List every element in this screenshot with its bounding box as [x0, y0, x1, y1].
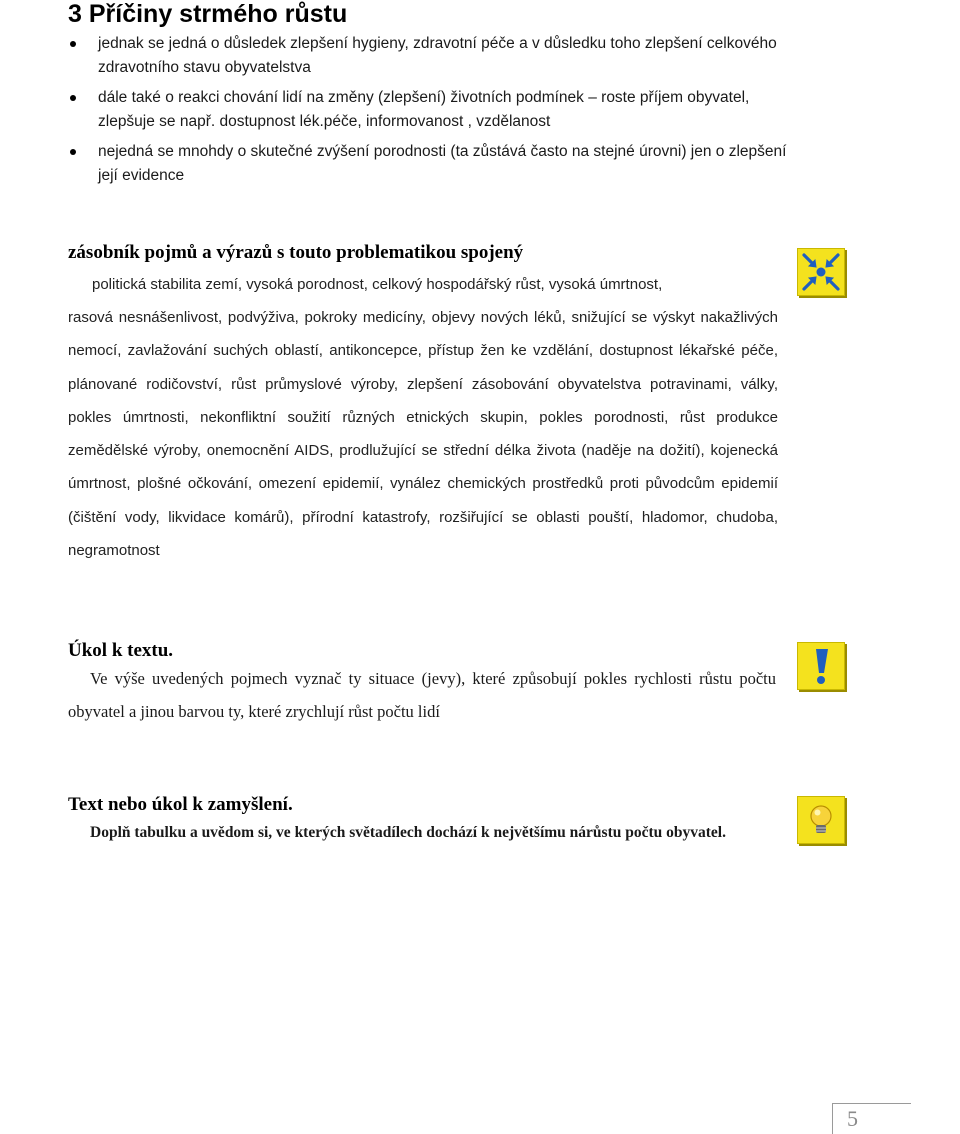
- glossary-text-rest: rasová nesnášenlivost, podvýživa, pokroky medicíny, objevy nových léků, snižující se výskyt nakažlivých nemocí, zavlažování suchých oblastí, antikoncepce, přístup žen ke vzdělání, dostupnost lékařské péče, plánované rodičovství, růst průmyslové výroby, zlepšení zásobování obyvatelstva potravinami, války, pokles úmrtnosti, nekonfliktní soužití různých etnických skupin, pokles porodnosti, růst produkce zemědělské výroby, onemocnění AIDS, prodlužující se střední délka života (naděje na dožití), kojenecká úmrtnost, plošné očkování, omezení epidemií, vynález chemických prostředků proti původcům epidemií (čištění vody, likvidace komárů), přírodní katastrofy, rozšiřující se oblasti pouští, hladomor, chudoba, negramotnost: [68, 309, 778, 560]
- reflection-text: Doplň tabulku a uvědom si, ve kterých světadílech dochází k největšímu nárůstu počtu obyvatel.: [90, 824, 726, 841]
- glossary-text-first: politická stabilita zemí, vysoká porodnost, celkový hospodářský růst, vysoká úmrtnost,: [92, 276, 663, 293]
- section-heading: 3 Příčiny strmého růstu: [68, 0, 348, 28]
- bullet-item: dále také o reakci chování lidí na změny (zlepšení) životních podmínek – roste příjem obyvatel, zlepšuje se např. dostupnost lék.péče, informovanost , vzdělanost: [68, 86, 788, 134]
- bullet-item: nejedná se mnohdy o skutečné zvýšení porodnosti (ta zůstává často na stejné úrovni) jen o zlepšení její evidence: [68, 140, 788, 188]
- arrows-to-center-icon: [797, 248, 845, 296]
- bullet-dot-icon: [70, 41, 76, 47]
- task-title: Úkol k textu.: [68, 640, 174, 661]
- exclamation-icon: [797, 642, 845, 690]
- bullet-list: [68, 32, 788, 194]
- bullet-dot-icon: [70, 149, 76, 155]
- reflection-title: Text nebo úkol k zamyšlení.: [68, 794, 293, 815]
- page-number-box: [832, 1103, 911, 1134]
- bullet-item: jednak se jedná o důsledek zlepšení hygieny, zdravotní péče a v důsledku toho zlepšení celkového zdravotního stavu obyvatelstva: [68, 32, 788, 80]
- glossary-title: zásobník pojmů a výrazů s touto problematikou spojený: [68, 242, 524, 263]
- task-text: Ve výše uvedených pojmech vyznač ty situace (jevy), které způsobují pokles rychlosti růstu počtu obyvatel a jinou barvou ty, které zrychlují růst počtu lidí: [68, 669, 776, 722]
- bullet-dot-icon: [70, 95, 76, 101]
- lightbulb-icon: [797, 796, 845, 844]
- page-number: 5: [847, 1106, 858, 1131]
